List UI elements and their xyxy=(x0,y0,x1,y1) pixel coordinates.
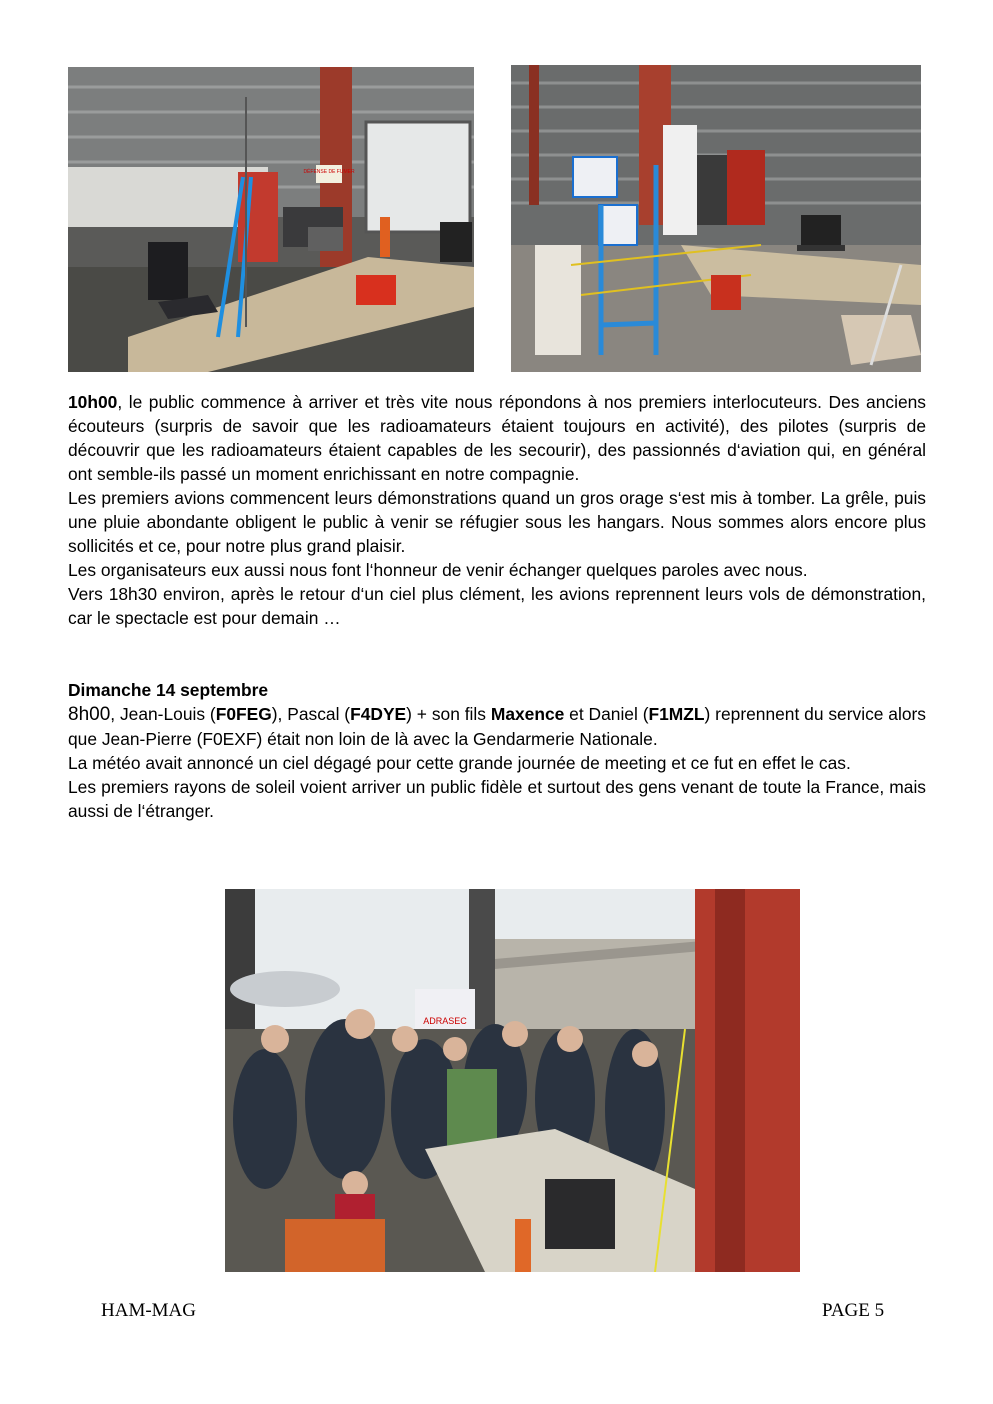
time-label: 10h00 xyxy=(68,392,118,412)
callsign: F4DYE xyxy=(350,704,407,724)
paragraph: Les premiers avions commencent leurs démonstrations quand un gros orage s‘est mis à tomber. La grêle, puis une pluie abondante obligent le public à venir se réfugier sous les hangars. Nous sommes alors encore plus sollicités et ce, pour notre plus grand plaisir. xyxy=(68,488,926,556)
paragraph: Les premiers rayons de soleil voient arriver un public fidèle et surtout des gens venant de toute la France, mais aussi de l‘étranger. xyxy=(68,777,926,821)
callsign: F1MZL xyxy=(648,704,705,724)
time-label: 8h00 xyxy=(68,704,111,725)
paragraph: Vers 18h30 environ, après le retour d‘un ciel plus clément, les avions reprennent leurs vols de démonstration, car le spectacle est pour demain … xyxy=(68,584,926,628)
person-name: Maxence xyxy=(490,704,565,724)
photo3-sign-text: ADRASEC xyxy=(423,1016,467,1026)
photo-radio-stand xyxy=(68,67,474,372)
photo-antenna-display xyxy=(511,65,921,372)
article-section-sunday xyxy=(68,678,926,823)
callsign: F0FEG xyxy=(215,704,272,724)
photo-crowd-stand xyxy=(225,889,800,1272)
footer-page-number: PAGE 5 xyxy=(822,1300,885,1321)
paragraph-text: , le public commence à arriver et très vite nous répondons à nos premiers interlocuteurs. Des anciens écouteurs (surpris de savoir que les radioamateurs étaient toujours en activité), des pilotes (surpris de découvrir que les radioamateurs étaient capables de les secourir), des passionnés d‘aviation qui, en général ont semble-ils passé un moment enrichissant en notre compagnie. xyxy=(68,392,926,484)
paragraph: 8h00, Jean-Louis (F0FEG), Pascal (F4DYE) + son fils Maxence et Daniel (F1MZL) reprennent du service alors que Jean-Pierre (F0EXF) était non loin de là avec la Gendarmerie Nationale. xyxy=(68,704,927,749)
photo1-sign-text: DÉFENSE DE FUMER xyxy=(303,169,355,175)
paragraph xyxy=(68,390,926,486)
paragraph: Les organisateurs eux aussi nous font l‘honneur de venir échanger quelques paroles avec nous. xyxy=(68,560,808,580)
section-heading: Dimanche 14 septembre xyxy=(68,680,269,700)
article-section-saturday xyxy=(68,390,926,630)
paragraph: La météo avait annoncé un ciel dégagé pour cette grande journée de meeting et ce fut en effet le cas. xyxy=(68,753,851,773)
footer-publication: HAM-MAG xyxy=(101,1300,196,1321)
